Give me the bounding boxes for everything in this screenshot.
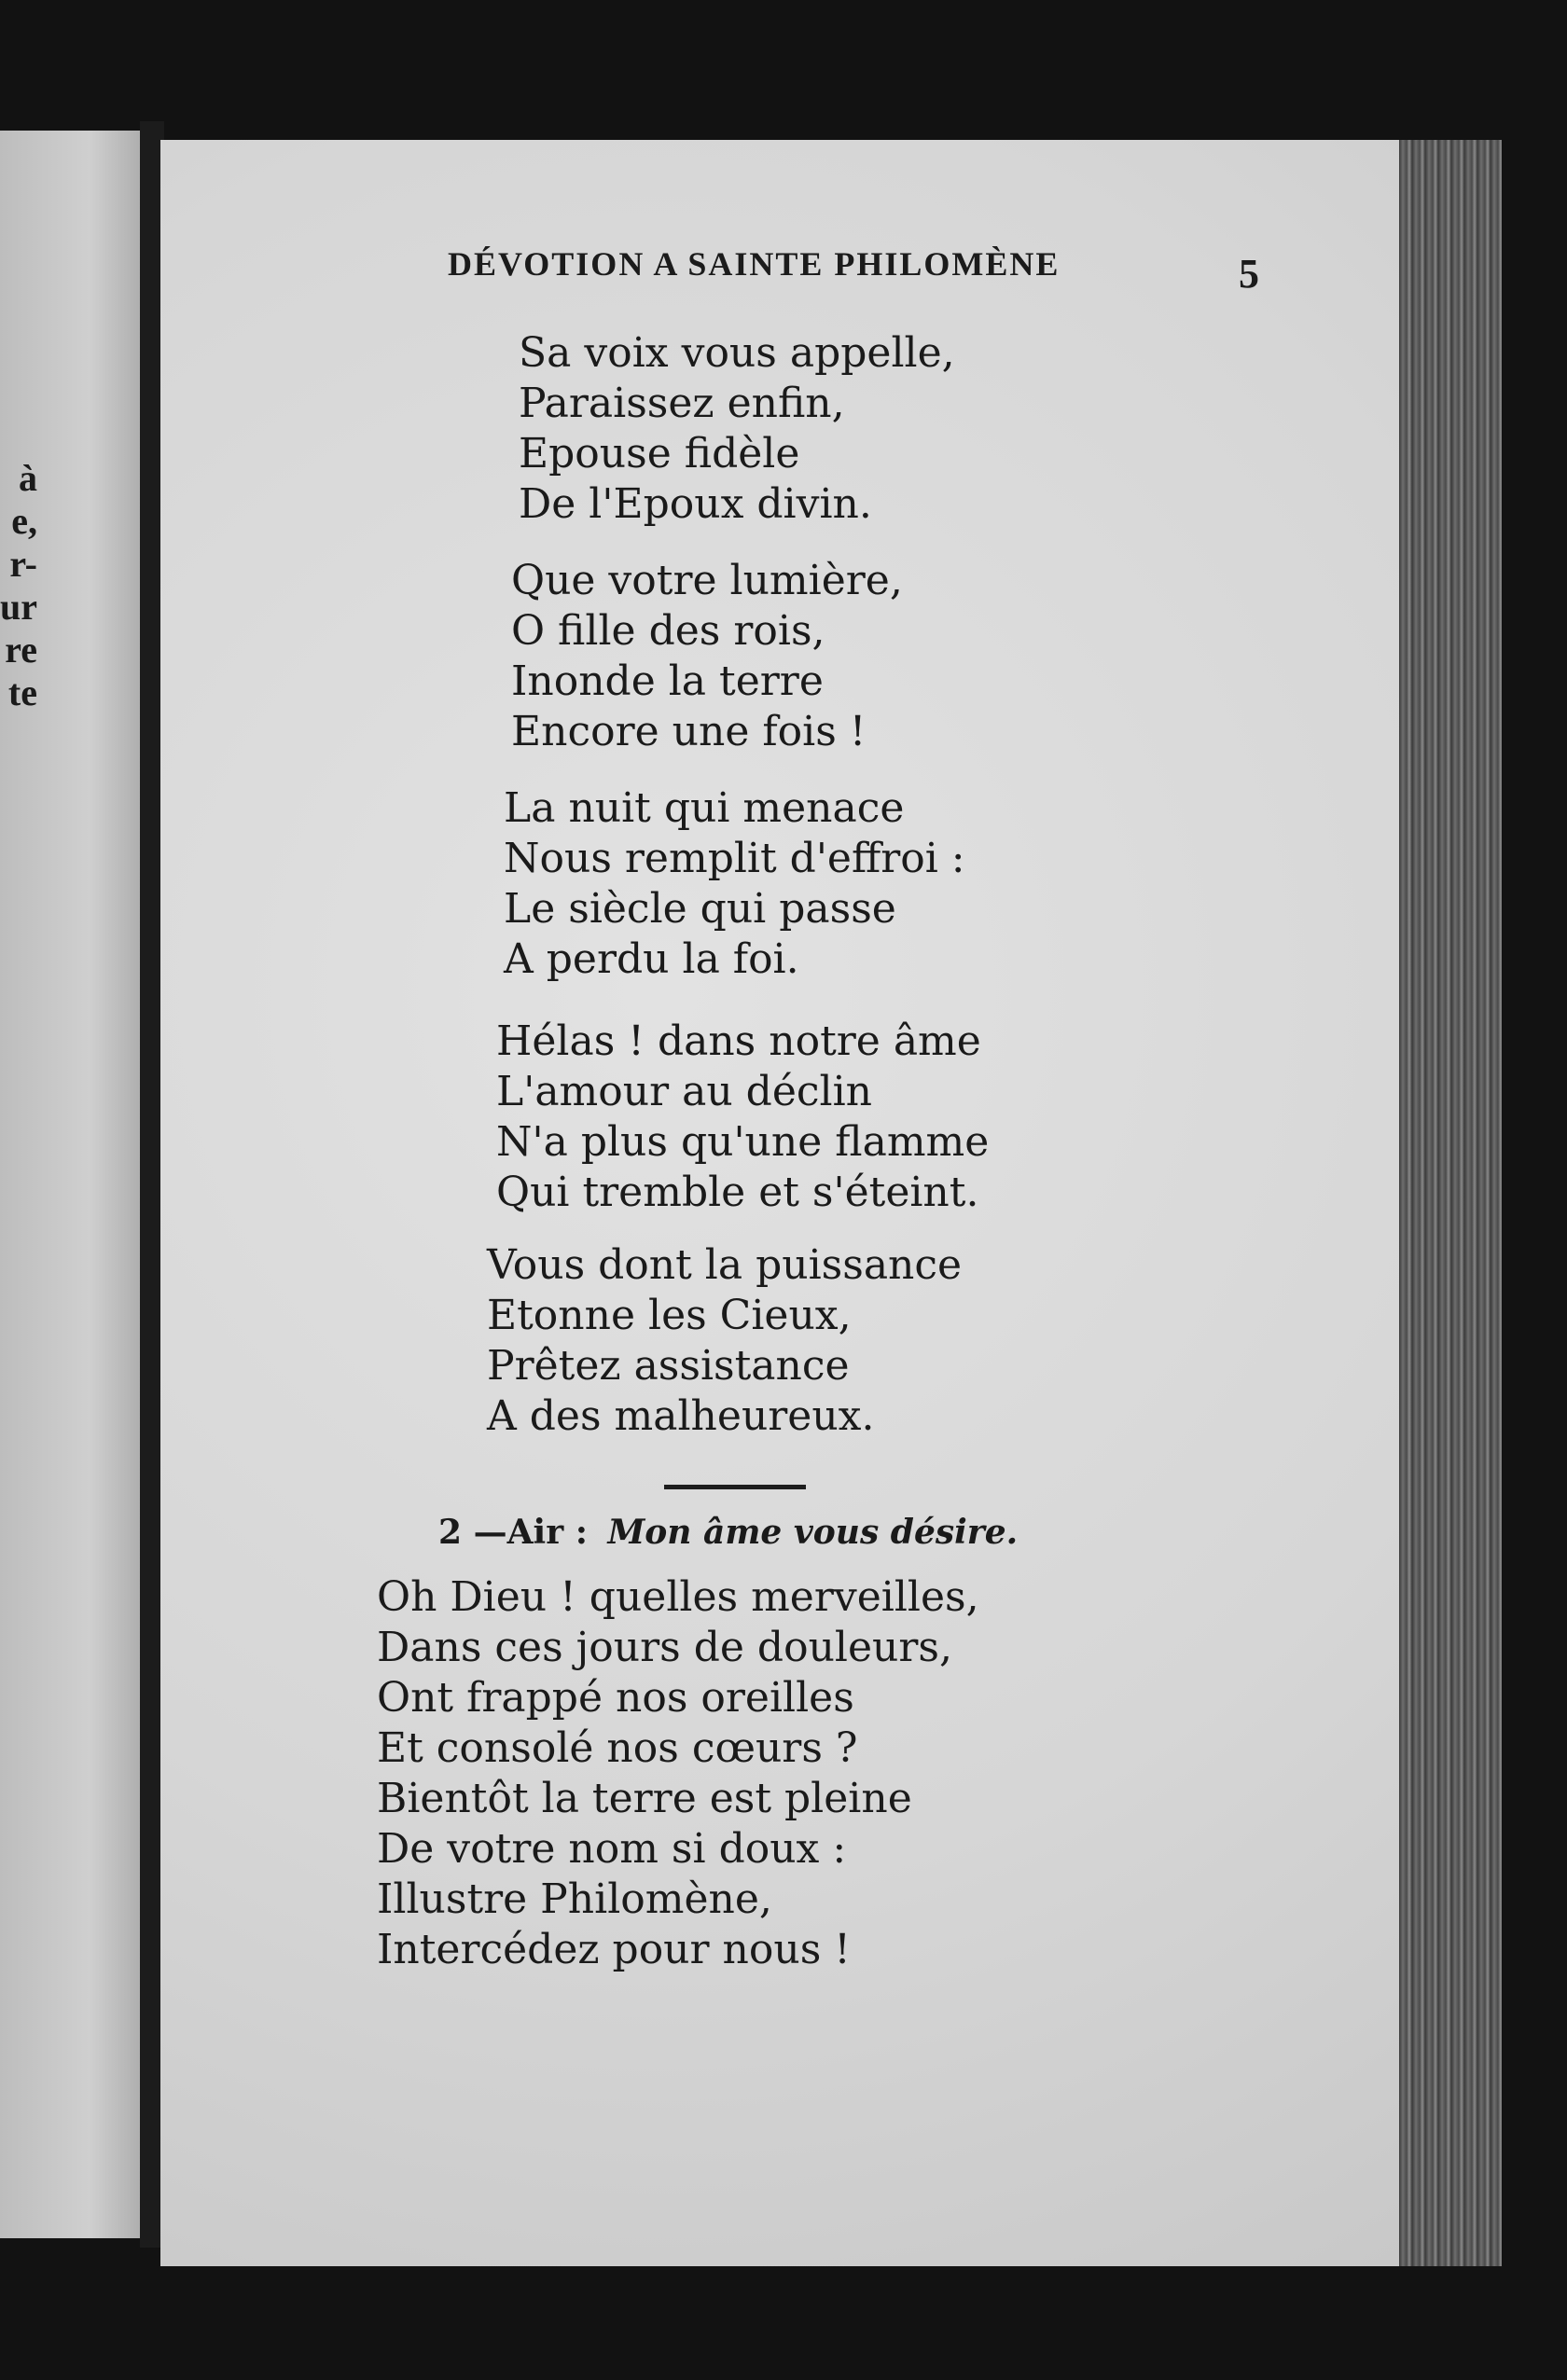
hymn-2-stanza [377,1572,979,1975]
hymn-number: 2 —Air : [438,1513,588,1552]
verse-line: Sa voix vous appelle, [519,329,955,377]
verse-line: Illustre Philomène, [377,1875,772,1923]
verse-line: Nous remplit d'effroi : [504,835,965,882]
verse-line: A des malheureux. [487,1392,875,1440]
left-fragment: te [7,671,37,713]
stanza-2 [511,556,903,757]
verse-line: Bientôt la terre est pleine [377,1775,912,1822]
left-fragment: e, [11,500,37,542]
stanza-1 [519,328,955,530]
stanza-5 [487,1240,962,1442]
section-divider [664,1485,806,1489]
verse-line: Encore une fois ! [511,708,867,755]
verse-line: Et consolé nos cœurs ? [377,1724,858,1772]
verse-line: L'amour au déclin [496,1068,873,1115]
verse-line: Epouse fidèle [519,430,800,477]
left-fragment: r- [9,543,37,585]
running-head: DÉVOTION A SAINTE PHILOMÈNE [448,245,1061,283]
hymn-tune: Mon âme vous désire. [607,1513,1019,1552]
verse-line: N'a plus qu'une flamme [496,1118,990,1166]
verse-line: Etonne les Cieux, [487,1292,852,1339]
left-page-fragments [0,457,37,714]
verse-line: Le siècle qui passe [504,885,896,933]
verse-line: Paraissez enfin, [519,380,845,427]
verse-line: De votre nom si doux : [377,1825,847,1873]
verse-line: Qui tremble et s'éteint. [496,1169,979,1216]
verse-line: Inonde la terre [511,657,824,705]
verse-line: La nuit qui menace [504,784,905,832]
verse-line: A perdu la foi. [504,935,799,983]
verse-line: Oh Dieu ! quelles merveilles, [377,1573,979,1621]
verse-line: Que votre lumière, [511,557,903,604]
page-number: 5 [1239,251,1259,297]
verse-line: Hélas ! dans notre âme [496,1017,981,1065]
stanza-4 [496,1017,989,1218]
left-fragment: re [5,629,37,671]
verse-line: Ont frappé nos oreilles [377,1674,854,1722]
verse-line: Intercédez pour nous ! [377,1926,851,1973]
page-edges [1399,140,1502,2266]
verse-line: O fille des rois, [511,607,825,655]
stanza-3 [504,783,965,985]
hymn-2-heading [438,1513,1018,1552]
left-page [0,131,149,2238]
left-fragment: ur [0,586,37,628]
verse-line: Prêtez assistance [487,1342,850,1390]
verse-line: De l'Epoux divin. [519,480,872,528]
verse-line: Dans ces jours de douleurs, [377,1624,952,1671]
left-fragment: à [19,457,37,499]
verse-line: Vous dont la puissance [487,1241,963,1289]
